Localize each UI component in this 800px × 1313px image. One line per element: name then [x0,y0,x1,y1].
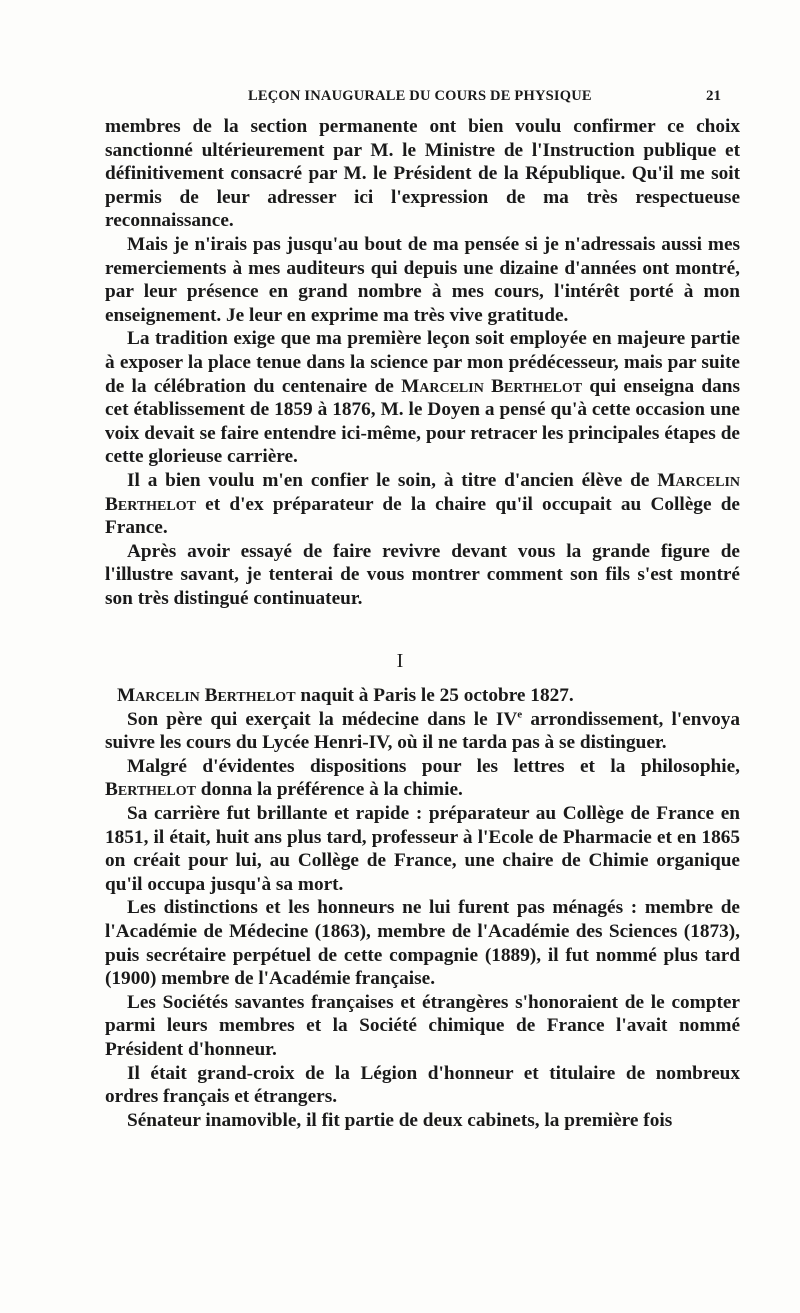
author-name: Marcelin Berthelot [105,469,740,515]
paragraph [105,469,740,540]
text-run: qui enseigna dans cet établissement de 1859 à 1876, M. le Doyen a pensé qu'à cette occasion une voix devait se faire entendre ici-même, pour retracer les principales étapes de cette glorieuse carrière. [105,375,740,468]
paragraph [105,327,740,469]
superscript: e [517,708,523,721]
text-run: arrondissement, l'envoya suivre les cours du Lycée Henri-IV, où il ne tarda pas à se distinguer. [105,708,741,754]
paragraph: Il était grand-croix de la Légion d'honneur et titulaire de nombreux ordres français et étrangers. [105,1062,740,1108]
paragraph: Les Sociétés savantes françaises et étrangères s'honoraient de le compter parmi leurs membres et la Société chimique de France l'avait nommé Président d'honneur. [105,991,740,1060]
paragraph: Après avoir essayé de faire revivre devant vous la grande figure de l'illustre savant, je tenterai de vous montrer comment son fils s'est montré son très distingué continuateur. [105,540,740,609]
text-run: Son père qui exerçait la médecine dans le IV [127,708,518,730]
section-two-text [105,684,740,1132]
page-number: 21 [706,88,721,104]
text-run: et d'ex préparateur de la chaire qu'il occupait au Collège de France. [105,493,740,539]
running-title: LEÇON INAUGURALE DU COURS DE PHYSIQUE [248,88,592,104]
text-run: donna la préférence à la chimie. [195,779,463,801]
text-run: Il a bien voulu m'en confier le soin, à titre d'ancien élève de [127,469,658,491]
paragraph [105,755,740,802]
paragraph: Les distinctions et les honneurs ne lui furent pas ménagés : membre de l'Académie de Médecine (1863), membre de l'Académie des Sciences (1873), puis secrétaire perpétuel de cette compagnie (1889), il fut nommé plus tard (1900) membre de l'Académie française. [105,897,740,990]
author-name: Marcelin Berthelot [401,375,583,397]
paragraph [105,684,740,708]
author-name: Marcelin Berthelot [117,685,296,706]
text-run: naquit à Paris le 25 octobre 1827. [295,685,574,706]
paragraph [105,708,740,755]
paragraph: Sénateur inamovible, il fit partie de deux cabinets, la première fois [127,1109,673,1131]
text-run: Malgré d'évidentes dispositions pour les lettres et la philosophie, [127,755,740,777]
paragraph: Sa carrière fut brillante et rapide : préparateur au Collège de France en 1851, il était, huit ans plus tard, professeur à l'Ecole de Pharmacie et en 1865 on créait pour lui, au Collège de France, une chaire de Chimie organique qu'il occupa jusqu'à sa mort. [105,802,740,895]
text-run: La tradition exige que ma première leçon soit employée en majeure partie à exposer la place tenue dans la science par mon prédécesseur, mais par suite de la célébration du centenaire de [105,328,740,397]
section-one-text [105,115,740,610]
paragraph: membres de la section permanente ont bien voulu confirmer ce choix sanctionné ultérieurement par M. le Ministre de l'Instruction publique et définitivement consacré par M. le Président de la République. Qu'il me soit permis de leur adresser ici l'expression de ma très respectueuse reconnaissance. [105,116,740,232]
author-name: Berthelot [105,779,196,801]
paragraph: Mais je n'irais pas jusqu'au bout de ma pensée si je n'adressais aussi mes remerciements à mes auditeurs qui depuis une dizaine d'années ont montré, par leur présence en grand nombre à mes cours, l'intérêt porté à mon enseignement. Je leur en exprime ma très vive gratitude. [105,233,740,326]
section-numeral: I [396,650,404,672]
